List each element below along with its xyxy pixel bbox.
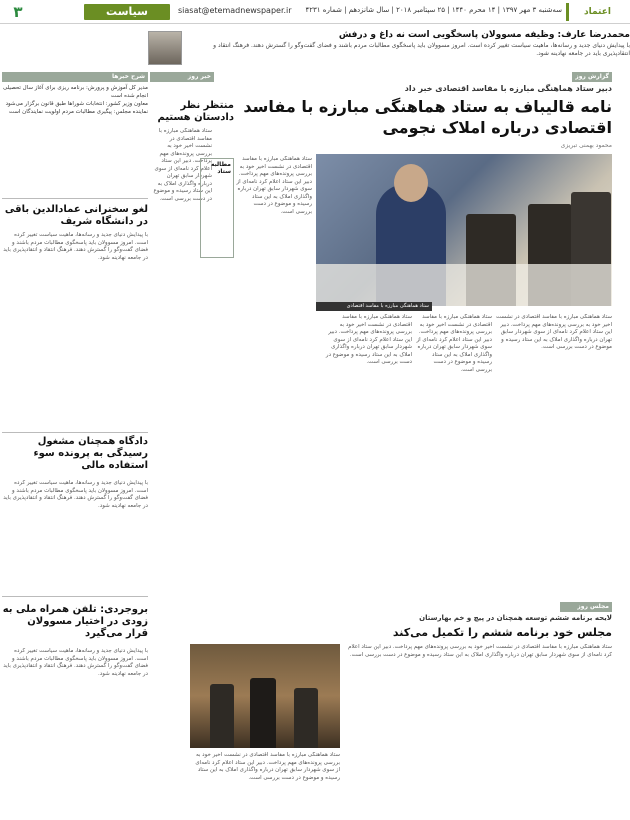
left-column-section-label: شرح خبرها <box>2 72 148 82</box>
newspaper-logo: اعتماد <box>566 3 626 21</box>
sidebar-box-title: مطالبه ستاد <box>210 161 231 175</box>
main-story-section-label: گزارش روز <box>572 72 612 82</box>
divider <box>2 198 148 199</box>
top-story-headline: محمدرضا عارف: وظیفه مسوولان پاسخگویی است نه داغ و درفش <box>338 30 630 40</box>
bottom-story-section-label: مجلس روز <box>560 602 612 612</box>
main-story-caption: ستاد هماهنگی مبارزه با مفاسد اقتصادی <box>316 302 432 311</box>
sidebar-box <box>200 158 234 258</box>
main-story-body-col3: ستاد هماهنگی مبارزه با مفاسد اقتصادی در نشست اخیر خود به بررسی پرونده‌های مهم پرداخت. دبیر این ستاد اعلام کرد نامه‌ای از سوی شهردار سابق تهران درباره واگذاری املاک به این ستاد رسیده و موضوع در دست بررسی است. <box>325 314 412 365</box>
divider <box>2 596 148 597</box>
section-email[interactable]: siasat@etemadnewspaper.ir <box>178 6 292 15</box>
divider <box>2 432 148 433</box>
main-story-body-col1: ستاد هماهنگی مبارزه با مفاسد اقتصادی در نشست اخیر خود به بررسی پرونده‌های مهم پرداخت. دبیر این ستاد اعلام کرد نامه‌ای از سوی شهردار سابق تهران درباره واگذاری املاک به این ستاد رسیده و موضوع در دست بررسی است. <box>496 314 612 350</box>
list-item[interactable]: معاون وزیر کشور: انتخابات شوراها طبق قانون برگزار می‌شود <box>5 101 148 107</box>
mid-column-headline: منتظر نظر دادستان هستیم <box>157 100 234 123</box>
main-story-kicker: دبیر ستاد هماهنگی مبارزه با مفاسد اقتصادی خبر داد <box>404 84 612 93</box>
left-story3-headline: بروجردی: تلفن همراه ملی به زودی در اختیار مسوولان قرار می‌گیرد <box>2 604 148 639</box>
bottom-story-headline: مجلس خود برنامه ششم را تکمیل می‌کند <box>392 626 612 639</box>
main-story-byline: محمود بهمنی تبریزی <box>560 142 612 149</box>
left-story1-body: با پیدایش دنیای جدید و رسانه‌ها، ماهیت سیاست تغییر کرده است. امروز مسوولان باید پاسخگوی مطالبات مردم باشند و فضای گفت‌وگو را گسترش دهند. فرهنگ انتقاد و انتقادپذیری باید در جامعه نهادینه شود. <box>3 232 148 261</box>
top-story <box>186 30 630 67</box>
list-item[interactable]: مدیر کل آموزش و پرورش: برنامه ریزی برای آغاز سال تحصیلی انجام شده است <box>3 85 148 99</box>
top-story-body: با پیدایش دنیای جدید و رسانه‌ها، ماهیت سیاست تغییر کرده است. امروز مسوولان باید پاسخگوی مطالبات مردم باشند و فضای گفت‌وگو را گسترش دهند. فرهنگ انتقاد و انتقادپذیری باید در جامعه نهادینه شود. <box>213 42 630 57</box>
main-story-photo <box>316 154 612 306</box>
page-number: ۳ <box>4 2 32 22</box>
bottom-story-body: ستاد هماهنگی مبارزه با مفاسد اقتصادی در نشست اخیر خود به بررسی پرونده‌های مهم پرداخت. دبیر این ستاد اعلام کرد نامه‌ای از سوی شهردار سابق تهران درباره واگذاری املاک به این ستاد رسیده و موضوع در دست بررسی است. <box>348 644 612 658</box>
bottom-story-photo <box>190 644 340 748</box>
section-label[interactable]: سیاست <box>84 4 170 20</box>
left-story1-headline: لغو سخنرانی عمادالدین باقی در دانشگاه شریف <box>4 204 148 227</box>
left-story2-body: با پیدایش دنیای جدید و رسانه‌ها، ماهیت سیاست تغییر کرده است. امروز مسوولان باید پاسخگوی مطالبات مردم باشند و فضای گفت‌وگو را گسترش دهند. فرهنگ انتقاد و انتقادپذیری باید در جامعه نهادینه شود. <box>3 480 148 509</box>
dateline: سه‌شنبه ۳ مهر ۱۳۹۷ | ۱۴ محرم ۱۴۴۰ | ۲۵ سپتامبر ۲۰۱۸ | سال شانزدهم | شماره ۴۲۳۱ <box>305 6 562 14</box>
main-story-headline: نامه قالیباف به ستاد هماهنگی مبارزه با مفاسد اقتصادی درباره املاک نجومی <box>243 97 612 137</box>
news-brief-list <box>2 84 148 194</box>
mid-column-section-label: خبر روز <box>150 72 214 82</box>
main-story-body-col4: ستاد هماهنگی مبارزه با مفاسد اقتصادی در نشست اخیر خود به بررسی پرونده‌های مهم پرداخت. دبیر این ستاد اعلام کرد نامه‌ای از سوی شهردار سابق تهران درباره واگذاری املاک به این ستاد رسیده و موضوع در دست بررسی است. <box>236 156 312 215</box>
list-item[interactable]: نماینده مجلس: پیگیری مطالبات مردم اولویت نمایندگان است <box>8 109 148 115</box>
bottom-story-body-cont: ستاد هماهنگی مبارزه با مفاسد اقتصادی در نشست اخیر خود به بررسی پرونده‌های مهم پرداخت. دبیر این ستاد اعلام کرد نامه‌ای از سوی شهردار سابق تهران درباره واگذاری املاک به این ستاد رسیده و موضوع در دست بررسی است. <box>195 752 340 781</box>
mid-column-body: ستاد هماهنگی مبارزه با مفاسد اقتصادی در نشست اخیر خود به بررسی پرونده‌های مهم پرداخت. دبیر این ستاد اعلام کرد نامه‌ای از سوی شهردار سابق تهران درباره واگذاری املاک به این ستاد رسیده و موضوع در دست بررسی است. <box>153 128 212 202</box>
bottom-story-kicker: لایحه برنامه ششم توسعه همچنان در پیچ و خم بهارستان <box>419 614 612 622</box>
top-story-photo <box>148 31 182 65</box>
left-story2-headline: دادگاه همچنان مشغول رسیدگی به پرونده سوء استفاده مالی <box>33 436 148 471</box>
main-story-body-col2: ستاد هماهنگی مبارزه با مفاسد اقتصادی در نشست اخیر خود به بررسی پرونده‌های مهم پرداخت. دبیر این ستاد اعلام کرد نامه‌ای از سوی شهردار سابق تهران درباره واگذاری املاک به این ستاد رسیده و موضوع در دست بررسی است. <box>416 314 492 373</box>
left-story3-body: با پیدایش دنیای جدید و رسانه‌ها، ماهیت سیاست تغییر کرده است. امروز مسوولان باید پاسخگوی مطالبات مردم باشند و فضای گفت‌وگو را گسترش دهند. فرهنگ انتقاد و انتقادپذیری باید در جامعه نهادینه شود. <box>3 648 148 677</box>
